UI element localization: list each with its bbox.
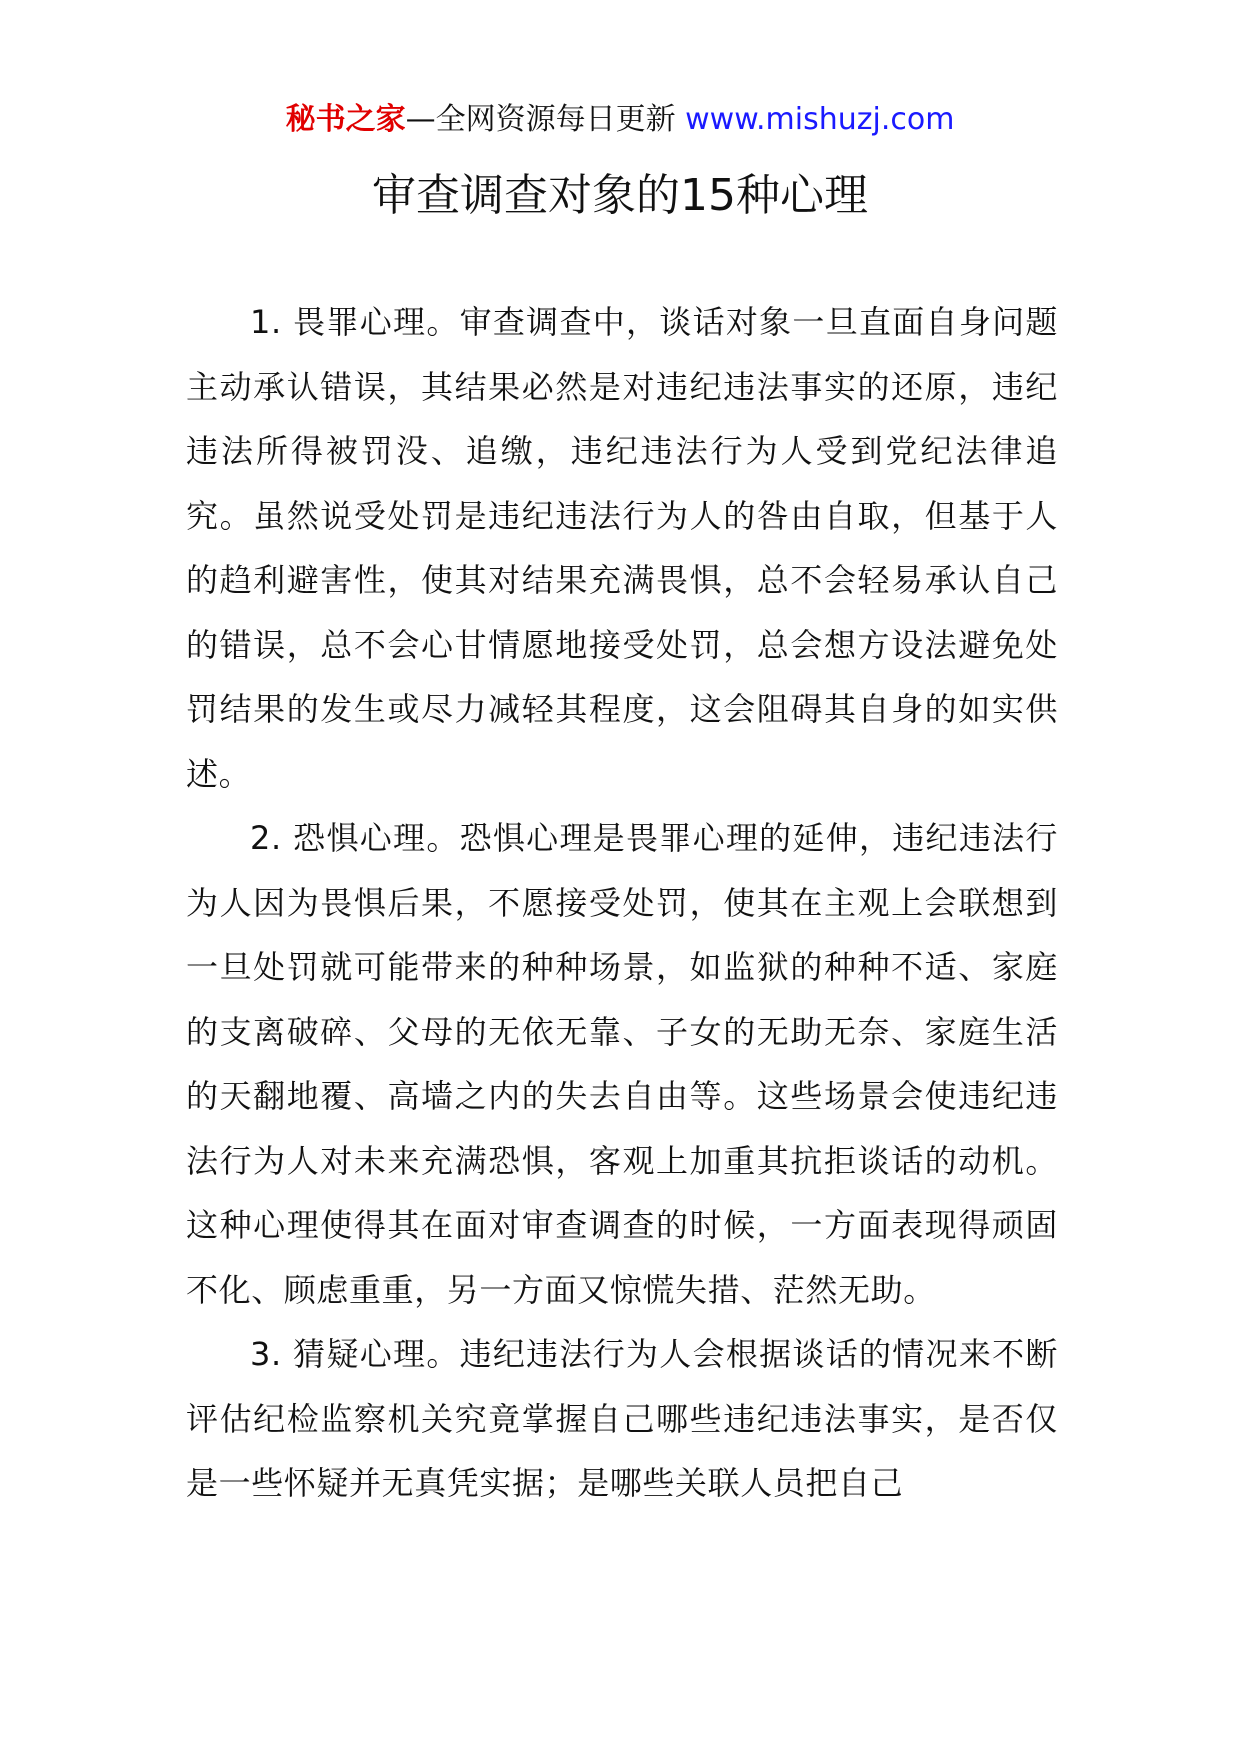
site-url-link[interactable]: www.mishuzj.com bbox=[685, 102, 955, 137]
site-brand: 秘书之家 bbox=[285, 102, 406, 137]
document-body bbox=[186, 290, 1058, 1516]
paragraph-2: 2. 恐惧心理。恐惧心理是畏罪心理的延伸，违纪违法行为人因为畏惧后果，不愿接受处罚，使其在主观上会联想到一旦处罚就可能带来的种种场景，如监狱的种种不适、家庭的支离破碎、父母的无依无靠、子女的无助无奈、家庭生活的天翻地覆、高墙之内的失去自由等。这些场景会使违纪违法行为人对未来充满恐惧，客观上加重其抗拒谈话的动机。这种心理使得其在面对审查调查的时候，一方面表现得顽固不化、顾虑重重，另一方面又惊慌失措、茫然无助。 bbox=[186, 819, 1058, 1309]
site-slogan: —全网资源每日更新 bbox=[405, 102, 686, 137]
site-header bbox=[0, 100, 1240, 140]
paragraph-1: 1. 畏罪心理。审查调查中，谈话对象一旦直面自身问题主动承认错误，其结果必然是对违纪违法事实的还原，违纪违法所得被罚没、追缴，违纪违法行为人受到党纪法律追究。虽然说受处罚是违纪违法行为人的咎由自取，但基于人的趋利避害性，使其对结果充满畏惧，总不会轻易承认自己的错误，总不会心甘情愿地接受处罚，总会想方设法避免处罚结果的发生或尽力减轻其程度，这会阻碍其自身的如实供述。 bbox=[186, 303, 1058, 793]
paragraph-3: 3. 猜疑心理。违纪违法行为人会根据谈话的情况来不断评估纪检监察机关究竟掌握自己哪些违纪违法事实，是否仅是一些怀疑并无真凭实据；是哪些关联人员把自己 bbox=[186, 1335, 1058, 1502]
document-title: 审查调查对象的15种心理 bbox=[372, 170, 868, 221]
